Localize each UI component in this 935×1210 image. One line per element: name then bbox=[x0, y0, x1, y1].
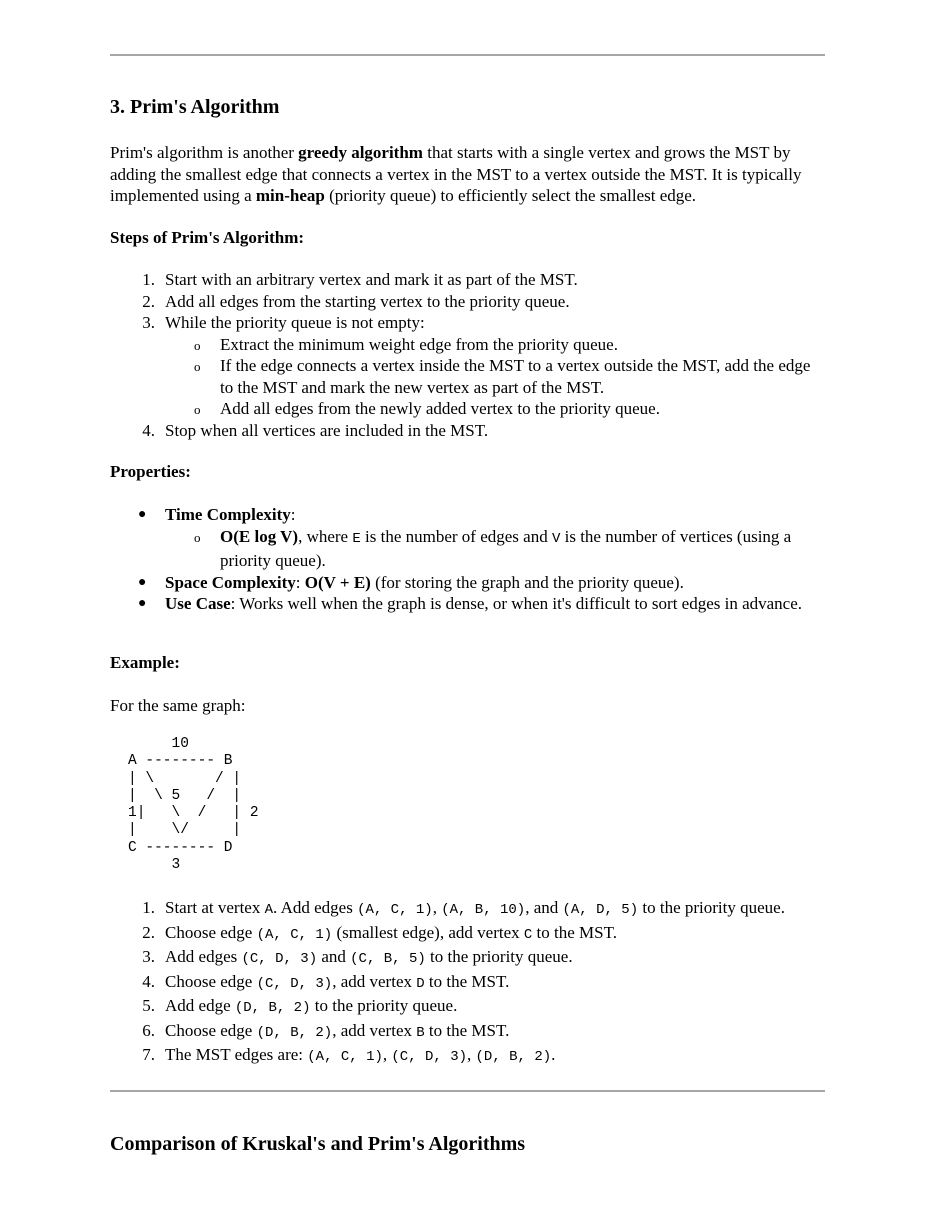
example-text: Choose edge bbox=[165, 922, 257, 942]
property-item-time: ● Time Complexity: bbox=[138, 505, 296, 524]
example-text: to the priority queue. bbox=[425, 947, 573, 966]
time-text: is the number of vertices (using a priority queue). bbox=[220, 526, 792, 570]
intro-bold-greedy: greedy algorithm bbox=[298, 143, 423, 162]
example-text: (smallest edge), add vertex bbox=[332, 922, 524, 942]
example-step-number: 6. bbox=[142, 1020, 155, 1040]
intro-text: Prim's algorithm is another bbox=[110, 143, 299, 162]
section-title: 3. Prim's Algorithm bbox=[110, 96, 280, 118]
example-text: Choose edge bbox=[165, 1020, 257, 1040]
example-code: B bbox=[416, 1024, 425, 1041]
step-item: 1. Start with an arbitrary vertex and mark it as part of the MST. bbox=[142, 270, 578, 289]
example-step-number: 5. bbox=[142, 996, 155, 1015]
example-step-item bbox=[110, 946, 825, 971]
steps-list bbox=[110, 269, 825, 441]
example-text: to the priority queue. bbox=[310, 996, 458, 1015]
example-text: Choose edge bbox=[165, 971, 257, 991]
example-text: Add edges bbox=[165, 947, 242, 966]
bullet-icon: ● bbox=[138, 596, 147, 611]
example-text: , add vertex bbox=[332, 1020, 417, 1040]
example-code: (C, D, 3) bbox=[391, 1049, 468, 1065]
properties-heading: Properties: bbox=[110, 462, 191, 481]
space-complexity-value: O(V + E) bbox=[304, 572, 371, 592]
time-text: is the number of edges and bbox=[360, 526, 552, 546]
example-text: to the MST. bbox=[424, 971, 510, 991]
example-text: . Add edges bbox=[273, 898, 358, 917]
example-intro: For the same graph: bbox=[110, 696, 246, 715]
example-text: to the priority queue. bbox=[638, 898, 785, 917]
circle-bullet-icon: o bbox=[194, 359, 201, 374]
example-code: (A, B, 10) bbox=[441, 902, 526, 918]
step-text: Add all edges from the starting vertex to the priority queue. bbox=[165, 291, 570, 311]
next-section-title: Comparison of Kruskal's and Prim's Algorithms bbox=[110, 1133, 526, 1155]
example-step-number: 2. bbox=[142, 922, 155, 942]
example-step-item bbox=[110, 971, 825, 996]
example-code: C bbox=[523, 926, 533, 943]
substep-item bbox=[110, 355, 825, 398]
use-case-label: Use Case bbox=[165, 594, 231, 613]
property-item-use bbox=[110, 593, 825, 615]
example-text: , bbox=[467, 1045, 476, 1064]
step-text: While the priority queue is not empty: bbox=[165, 313, 425, 332]
intro-paragraph bbox=[110, 142, 825, 207]
example-steps-list bbox=[110, 897, 825, 1069]
example-step-item bbox=[110, 1020, 825, 1045]
space-complexity-label: Space Complexity bbox=[165, 572, 296, 592]
time-complexity-value: O(E log V) bbox=[220, 526, 299, 546]
example-code: (A, C, 1) bbox=[256, 926, 333, 943]
code-e: E bbox=[352, 530, 361, 547]
step-item: 3. While the priority queue is not empty: bbox=[142, 313, 425, 332]
property-item-space: ● Space Complexity: O(V + E) (for storing the graph and the priority queue). bbox=[138, 572, 684, 592]
bullet-icon: ● bbox=[138, 574, 147, 590]
example-code: (D, B, 2) bbox=[256, 1024, 333, 1041]
example-text: , and bbox=[525, 898, 563, 917]
example-text: The MST edges are: bbox=[165, 1045, 308, 1064]
graph-diagram: 10 A -------- B | \ / | | \ 5 / | 1| \ / | 2 | \/ | C -------- D 3 bbox=[128, 736, 259, 874]
time-text: , where bbox=[298, 526, 353, 546]
example-step-item bbox=[110, 922, 825, 947]
example-step-item bbox=[110, 995, 825, 1020]
intro-bold-minheap: min-heap bbox=[255, 186, 325, 205]
bullet-icon: ● bbox=[138, 507, 147, 522]
substep-item bbox=[110, 398, 825, 420]
example-code: (A, D, 5) bbox=[562, 902, 639, 918]
example-step-item bbox=[110, 1044, 825, 1069]
circle-bullet-icon: o bbox=[194, 337, 201, 353]
example-step-number: 1. bbox=[142, 898, 155, 917]
example-text: to the MST. bbox=[424, 1020, 510, 1040]
example-text: , bbox=[382, 1045, 392, 1064]
steps-heading: Steps of Prim's Algorithm: bbox=[110, 228, 305, 247]
example-code: (D, B, 2) bbox=[475, 1049, 552, 1065]
example-step-number: 3. bbox=[142, 947, 155, 966]
step-item: 2. Add all edges from the starting vertex to the priority queue. bbox=[142, 291, 570, 311]
example-text: and bbox=[317, 947, 351, 966]
example-code: (D, B, 2) bbox=[234, 1000, 311, 1016]
example-step-number: 4. bbox=[142, 971, 155, 991]
example-code: (C, D, 3) bbox=[256, 975, 333, 992]
step-text: Stop when all vertices are included in the MST. bbox=[165, 420, 489, 440]
time-complexity-label: Time Complexity bbox=[165, 505, 291, 524]
example-text: . bbox=[551, 1045, 556, 1064]
example-text: , add vertex bbox=[332, 971, 417, 991]
example-text: Start at vertex bbox=[165, 898, 265, 917]
intro-text: (priority queue) to efficiently select the smallest edge. bbox=[324, 186, 697, 205]
top-divider bbox=[110, 54, 825, 56]
bottom-divider bbox=[110, 1090, 825, 1092]
space-note: (for storing the graph and the priority queue). bbox=[370, 572, 684, 592]
example-code: D bbox=[416, 975, 425, 992]
step-text: Start with an arbitrary vertex and mark it as part of the MST. bbox=[165, 270, 578, 289]
code-v: V bbox=[551, 530, 561, 547]
example-text: , bbox=[432, 898, 442, 917]
use-case-text: : Works well when the graph is dense, or when it's difficult to sort edges in advance. bbox=[230, 594, 803, 613]
substep-text: Extract the minimum weight edge from the priority queue. bbox=[220, 334, 618, 354]
circle-bullet-icon: o bbox=[194, 402, 201, 417]
example-code: A bbox=[264, 902, 274, 918]
properties-list bbox=[110, 504, 825, 615]
example-step-item bbox=[110, 897, 825, 922]
example-code: (A, C, 1) bbox=[357, 902, 433, 918]
example-text: to the MST. bbox=[532, 922, 617, 942]
intro-text: that starts with a single vertex and grows the MST by adding the smallest edge that connects a vertex in the MST to a vertex outside the MST. It is typically implemented using a bbox=[110, 143, 802, 205]
circle-bullet-icon: o bbox=[194, 529, 201, 545]
example-step-number: 7. bbox=[142, 1045, 155, 1064]
property-subitem-time bbox=[110, 526, 825, 572]
substep-text: Add all edges from the newly added vertex to the priority queue. bbox=[220, 399, 660, 418]
example-code: (C, B, 5) bbox=[350, 951, 426, 967]
example-text: Add edge bbox=[165, 996, 235, 1015]
example-code: (A, C, 1) bbox=[307, 1049, 383, 1065]
step-item: 4. Stop when all vertices are included in the MST. bbox=[142, 420, 489, 440]
example-heading: Example: bbox=[110, 653, 180, 672]
substep-item bbox=[110, 334, 825, 356]
example-code: (C, D, 3) bbox=[241, 951, 318, 967]
substep-text: If the edge connects a vertex inside the MST to a vertex outside the MST, add the edge to the MST and mark the new vertex as part of the MST. bbox=[220, 356, 811, 397]
